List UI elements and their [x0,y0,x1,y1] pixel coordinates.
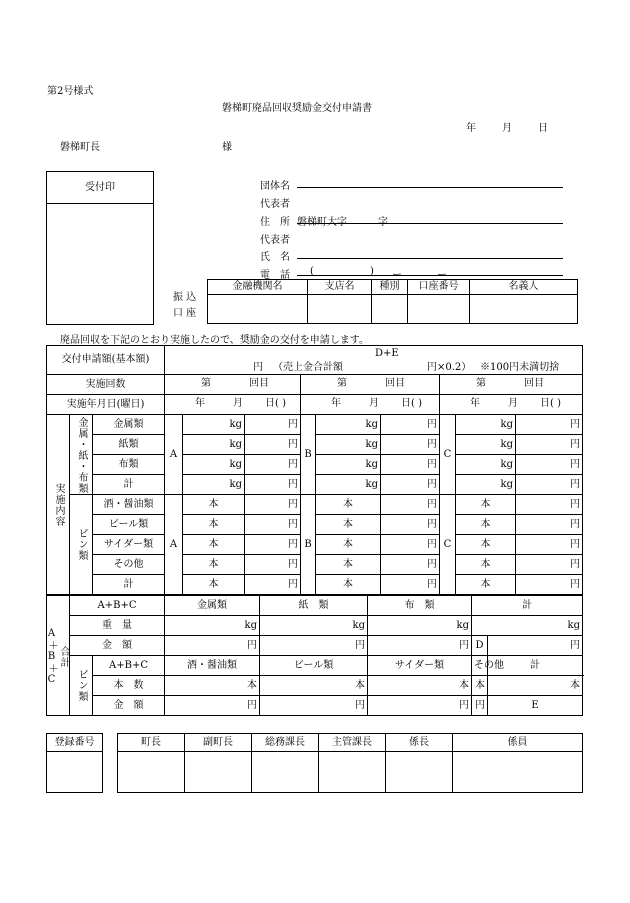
kg-cell[interactable]: kg [316,435,381,455]
date-label: 実施年月日(曜日) [47,395,165,415]
kg-cell[interactable]: kg [183,475,245,495]
tel-dash2: ー [437,270,447,281]
formula-text: （売上金合計額 [273,362,343,373]
role-label: 副町長 [185,734,252,752]
yen-cell[interactable]: 円 [516,455,583,475]
hon-cell[interactable]: 本 [316,555,381,575]
hon-cell[interactable]: 本 [183,535,245,555]
abc-label: A+B+C [93,656,165,676]
kg-cell[interactable]: kg [456,415,516,435]
total-header: 計 [472,596,583,616]
yen-cell[interactable]: 円 [260,696,368,716]
reg-no-table [46,733,103,793]
d-label: D [472,636,488,656]
role-label: 係員 [453,734,583,752]
hon-cell[interactable]: 本 [183,495,245,515]
address-line[interactable] [297,212,563,224]
letter-c: C [440,495,456,595]
role-label: 総務課長 [252,734,319,752]
amount-label: 金 額 [70,636,165,656]
tel-close: ) [370,266,374,277]
hon-cell[interactable]: 本 [183,555,245,575]
bank-header: 金融機関名 [208,280,308,295]
date-day: 日 [538,123,548,134]
row-label: ビール類 [93,515,165,535]
hon-cell[interactable]: 本 [456,515,516,535]
bank-label1: 振 込 [173,292,197,303]
tel-open: ( [310,266,314,277]
bank-cell[interactable] [372,295,408,324]
hon-cell[interactable]: 本 [316,515,381,535]
reg-no-cell[interactable] [47,752,103,793]
formula-note: ※100円未満切捨 [480,362,560,373]
hon-cell[interactable]: 本 [316,495,381,515]
count-cell-a[interactable]: 第 回目 [165,375,301,395]
apply-amount-cell[interactable] [165,346,583,375]
kg-cell[interactable]: kg [316,455,381,475]
receipt-stamp-box [46,171,154,325]
date-cell-b[interactable]: 年 月 日( ) [301,395,440,415]
sama: 様 [222,142,232,153]
name-label: 氏 名 [260,252,290,263]
kg-cell[interactable]: kg [183,455,245,475]
yen-cell[interactable]: 円 [381,515,440,535]
yen-cell[interactable]: 円 [381,535,440,555]
yen-cell[interactable]: 円 [165,696,260,716]
kg-cell[interactable]: kg [165,616,260,636]
count-cell-c[interactable]: 第 回目 [440,375,583,395]
yen-cell[interactable]: 円 [245,575,301,595]
yen-cell[interactable]: 円 [245,435,301,455]
hon-cell[interactable]: 本 [183,515,245,535]
yen-cell[interactable]: 円 [245,535,301,555]
stamp-cell[interactable] [386,752,453,793]
hon-cell[interactable]: 本 [316,535,381,555]
rep2-label: 代表者 [260,235,290,246]
address-label: 住 所 [260,217,290,228]
bank-label2: 口 座 [173,308,197,319]
bank-header: 名義人 [470,280,578,295]
bank-header: 口座番号 [408,280,470,295]
rep-label: 代表者 [260,199,290,210]
stamp-cell[interactable] [252,752,319,793]
bank-cell[interactable] [408,295,470,324]
bin-total-header: ビール類 [260,656,368,676]
yen-cell[interactable]: 円 [381,475,440,495]
count-label: 本 数 [93,676,165,696]
yen-cell[interactable]: 円 [516,535,583,555]
form-title: 磐梯町廃品回収奨励金交付申請書 [222,103,372,114]
letter-b: B [301,415,316,495]
row-label: 金属類 [93,415,165,435]
date-cell-a[interactable]: 年 月 日( ) [165,395,301,415]
main-table [46,345,583,595]
kg-cell[interactable]: kg [472,616,583,636]
statement: 廃品回収を下記のとおり実施したので、奨励金の交付を申請します。 [60,335,369,346]
date-cell-c[interactable]: 年 月 日( ) [440,395,583,415]
hon-cell[interactable]: 本 [456,495,516,515]
yen-cell[interactable]: 円 [245,475,301,495]
stamp-cell[interactable] [118,752,185,793]
kg-cell[interactable]: kg [316,415,381,435]
totals-table [46,595,583,716]
total-header: 紙 類 [260,596,368,616]
hon-cell[interactable]: 本 [456,555,516,575]
name-line[interactable] [297,247,563,259]
bin-total-label: ビン類 [70,656,93,716]
tel-line[interactable] [297,264,563,276]
reg-no-label: 登録番号 [47,734,103,752]
abc-label: A+B+C [70,596,165,616]
bin-group-label: ビン類 [70,495,93,595]
yen-cell[interactable]: 円 [245,455,301,475]
kg-cell[interactable]: kg [183,415,245,435]
e-label: E [488,696,583,716]
yen-cell[interactable]: 円 [516,415,583,435]
hon-cell[interactable]: 本 [488,676,583,696]
yen-cell[interactable]: 円 [381,555,440,575]
row-label: 計 [93,475,165,495]
bin-total-header: 酒・醤油類 [165,656,260,676]
metal-group-label: 金属・紙・布類 [70,415,93,495]
row-label: サイダー類 [93,535,165,555]
yen-cell[interactable]: 円 [381,575,440,595]
stamp-cell[interactable] [319,752,386,793]
yen-cell[interactable]: 円 [381,495,440,515]
yen-cell[interactable]: 円 [381,415,440,435]
bin-total-header: 計 [488,656,583,676]
bin-total-header: その他 [472,656,488,676]
bank-cell[interactable] [308,295,372,324]
yen-cell[interactable]: 円 [516,435,583,455]
receipt-stamp-label: 受付印 [47,172,153,204]
count-label: 実施回数 [47,375,165,395]
yen-cell[interactable]: 円 [245,555,301,575]
role-label: 係長 [386,734,453,752]
bank-cell[interactable] [208,295,308,324]
yen-cell[interactable]: 円 [472,696,488,716]
yen-cell[interactable]: 円 [516,555,583,575]
tel-label: 電 話 [260,270,290,281]
amount-label: 金 額 [93,696,165,716]
formula-top: D+E [375,348,399,359]
row-label: 酒・醤油類 [93,495,165,515]
group-name-label: 団体名 [260,181,290,192]
letter-b: B [301,495,316,595]
role-label: 主管課長 [319,734,386,752]
jisshi-naiyo-label: 実施内容 [47,415,70,595]
kg-cell[interactable]: kg [316,475,381,495]
row-label: 布類 [93,455,165,475]
aza-label: 字 [378,217,388,228]
yen-cell[interactable]: 円 [381,435,440,455]
yen-cell[interactable]: 円 [516,515,583,535]
hon-cell[interactable]: 本 [183,575,245,595]
yen-cell[interactable]: 円 [488,636,583,656]
hon-cell[interactable]: 本 [316,575,381,595]
yen-cell[interactable]: 円 [165,636,260,656]
yen-cell[interactable]: 円 [245,495,301,515]
hon-cell[interactable]: 本 [368,676,472,696]
row-label: 計 [93,575,165,595]
goukei-label: 合計 A＋B＋C [47,596,70,716]
yen-cell[interactable]: 円 [368,636,472,656]
hon-cell[interactable]: 本 [456,575,516,595]
hon-cell[interactable]: 本 [165,676,260,696]
approval-table [117,733,583,793]
bin-total-header: サイダー類 [368,656,472,676]
kg-cell[interactable]: kg [456,435,516,455]
form-number: 第2号様式 [47,86,94,97]
letter-a: A [165,495,183,595]
yen-cell[interactable]: 円 [381,455,440,475]
kg-cell[interactable]: kg [456,475,516,495]
role-label: 町長 [118,734,185,752]
yen-cell[interactable]: 円 [516,575,583,595]
formula-yen: 円 [253,362,263,373]
count-cell-b[interactable]: 第 回目 [301,375,440,395]
kg-cell[interactable]: kg [183,435,245,455]
bank-header: 種別 [372,280,408,295]
bank-header: 支店名 [308,280,372,295]
bank-cell[interactable] [470,295,578,324]
stamp-cell[interactable] [185,752,252,793]
kg-cell[interactable]: kg [260,616,368,636]
hon-cell[interactable]: 本 [472,676,488,696]
stamp-cell[interactable] [453,752,583,793]
addressee: 磐梯町長 [60,142,100,153]
yen-cell[interactable]: 円 [245,515,301,535]
hon-cell[interactable]: 本 [456,535,516,555]
formula-calc: 円×0.2） [427,362,472,373]
hon-cell[interactable]: 本 [260,676,368,696]
row-label: その他 [93,555,165,575]
address-value: 磐梯町大字 [297,217,347,228]
date-year: 年 [466,123,476,134]
kg-cell[interactable]: kg [456,455,516,475]
letter-c: C [440,415,456,495]
yen-cell[interactable]: 円 [368,696,472,716]
tel-dash1: ー [392,270,402,281]
apply-amount-label: 交付申請額(基本額) [47,346,165,375]
group-name-line[interactable] [297,176,563,188]
total-header: 金属類 [165,596,260,616]
total-header: 布 類 [368,596,472,616]
yen-cell[interactable]: 円 [516,475,583,495]
weight-label: 重 量 [70,616,165,636]
bank-table [207,279,578,324]
yen-cell[interactable]: 円 [260,636,368,656]
row-label: 紙類 [93,435,165,455]
yen-cell[interactable]: 円 [245,415,301,435]
yen-cell[interactable]: 円 [516,495,583,515]
letter-a: A [165,415,183,495]
kg-cell[interactable]: kg [368,616,472,636]
date-month: 月 [502,123,512,134]
